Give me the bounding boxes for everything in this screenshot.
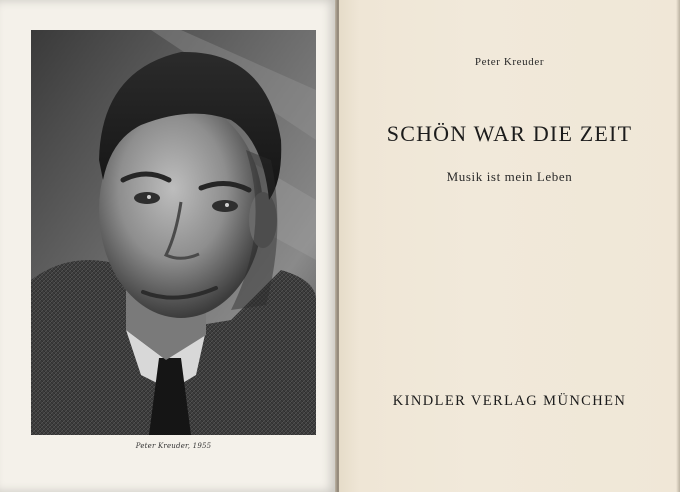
book-subtitle: Musik ist mein Leben (446, 169, 573, 184)
page-edge-shadow (676, 0, 680, 492)
book-title: SCHÖN WAR DIE ZEIT (386, 121, 633, 146)
author-name: Peter Kreuder (474, 56, 545, 68)
photo-caption: Peter Kreuder, 1955 (135, 442, 212, 450)
left-page (0, 0, 337, 492)
right-page (339, 0, 680, 492)
portrait-photo (31, 30, 316, 435)
publisher-imprint: KINDLER VERLAG MÜNCHEN (392, 393, 627, 409)
